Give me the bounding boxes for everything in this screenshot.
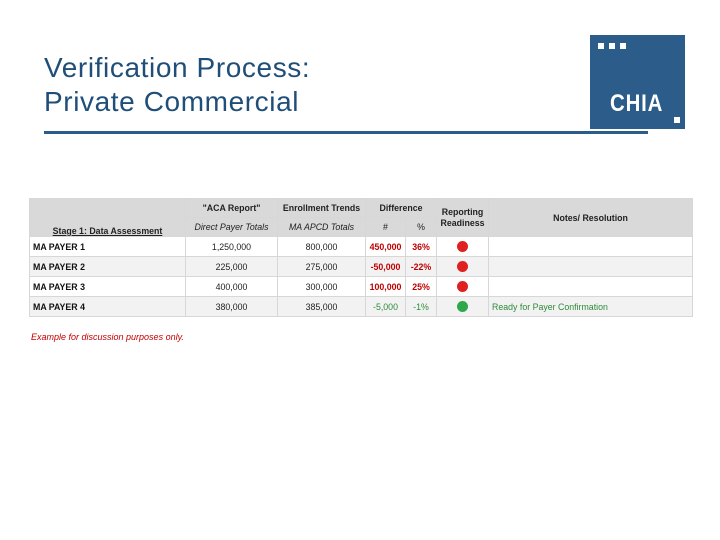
logo-dot bbox=[609, 43, 615, 49]
payer-name: MA PAYER 2 bbox=[30, 257, 186, 277]
disclaimer-note: Example for discussion purposes only. bbox=[31, 332, 184, 342]
payer-name: MA PAYER 1 bbox=[30, 237, 186, 257]
difference-percent: 36% bbox=[406, 237, 437, 257]
subheader-percent: % bbox=[406, 218, 437, 237]
data-assessment-table bbox=[29, 198, 693, 317]
slide-title bbox=[44, 51, 310, 119]
readiness-cell bbox=[437, 257, 489, 277]
payer-name: MA PAYER 4 bbox=[30, 297, 186, 317]
logo-text: CHIA bbox=[610, 90, 664, 117]
difference-number: -50,000 bbox=[366, 257, 406, 277]
notes-cell bbox=[489, 257, 693, 277]
logo-dot bbox=[598, 43, 604, 49]
header-notes-resolution: Notes/ Resolution bbox=[489, 199, 693, 237]
apcd-total: 275,000 bbox=[278, 257, 366, 277]
table-row bbox=[30, 277, 693, 297]
direct-total: 380,000 bbox=[186, 297, 278, 317]
apcd-total: 800,000 bbox=[278, 237, 366, 257]
table-row bbox=[30, 257, 693, 277]
direct-total: 1,250,000 bbox=[186, 237, 278, 257]
difference-number: 450,000 bbox=[366, 237, 406, 257]
table-header-row bbox=[30, 199, 693, 218]
notes-cell: Ready for Payer Confirmation bbox=[489, 297, 693, 317]
subheader-direct-payer-totals: Direct Payer Totals bbox=[186, 218, 278, 237]
header-reporting-readiness: Reporting Readiness bbox=[437, 199, 489, 237]
status-red-dot-icon bbox=[457, 241, 468, 252]
header-enrollment-trends: Enrollment Trends bbox=[278, 199, 366, 218]
readiness-cell bbox=[437, 277, 489, 297]
subheader-number: # bbox=[366, 218, 406, 237]
chia-logo bbox=[590, 35, 685, 129]
direct-total: 400,000 bbox=[186, 277, 278, 297]
status-green-dot-icon bbox=[457, 301, 468, 312]
direct-total: 225,000 bbox=[186, 257, 278, 277]
stage-label: Stage 1: Data Assessment bbox=[30, 199, 186, 237]
subheader-ma-apcd-totals: MA APCD Totals bbox=[278, 218, 366, 237]
title-divider bbox=[44, 131, 648, 134]
header-aca-report: "ACA Report" bbox=[186, 199, 278, 218]
difference-number: -5,000 bbox=[366, 297, 406, 317]
table-row bbox=[30, 237, 693, 257]
difference-percent: -22% bbox=[406, 257, 437, 277]
payer-name: MA PAYER 3 bbox=[30, 277, 186, 297]
title-line-1: Verification Process: bbox=[44, 52, 311, 83]
difference-number: 100,000 bbox=[366, 277, 406, 297]
readiness-cell bbox=[437, 237, 489, 257]
difference-percent: 25% bbox=[406, 277, 437, 297]
table-row bbox=[30, 297, 693, 317]
readiness-cell bbox=[437, 297, 489, 317]
apcd-total: 300,000 bbox=[278, 277, 366, 297]
logo-dot bbox=[620, 43, 626, 49]
notes-cell bbox=[489, 277, 693, 297]
difference-percent: -1% bbox=[406, 297, 437, 317]
title-line-2: Private Commercial bbox=[44, 86, 300, 117]
status-red-dot-icon bbox=[457, 281, 468, 292]
header-difference: Difference bbox=[366, 199, 437, 218]
logo-period bbox=[674, 117, 680, 123]
apcd-total: 385,000 bbox=[278, 297, 366, 317]
notes-cell bbox=[489, 237, 693, 257]
status-red-dot-icon bbox=[457, 261, 468, 272]
